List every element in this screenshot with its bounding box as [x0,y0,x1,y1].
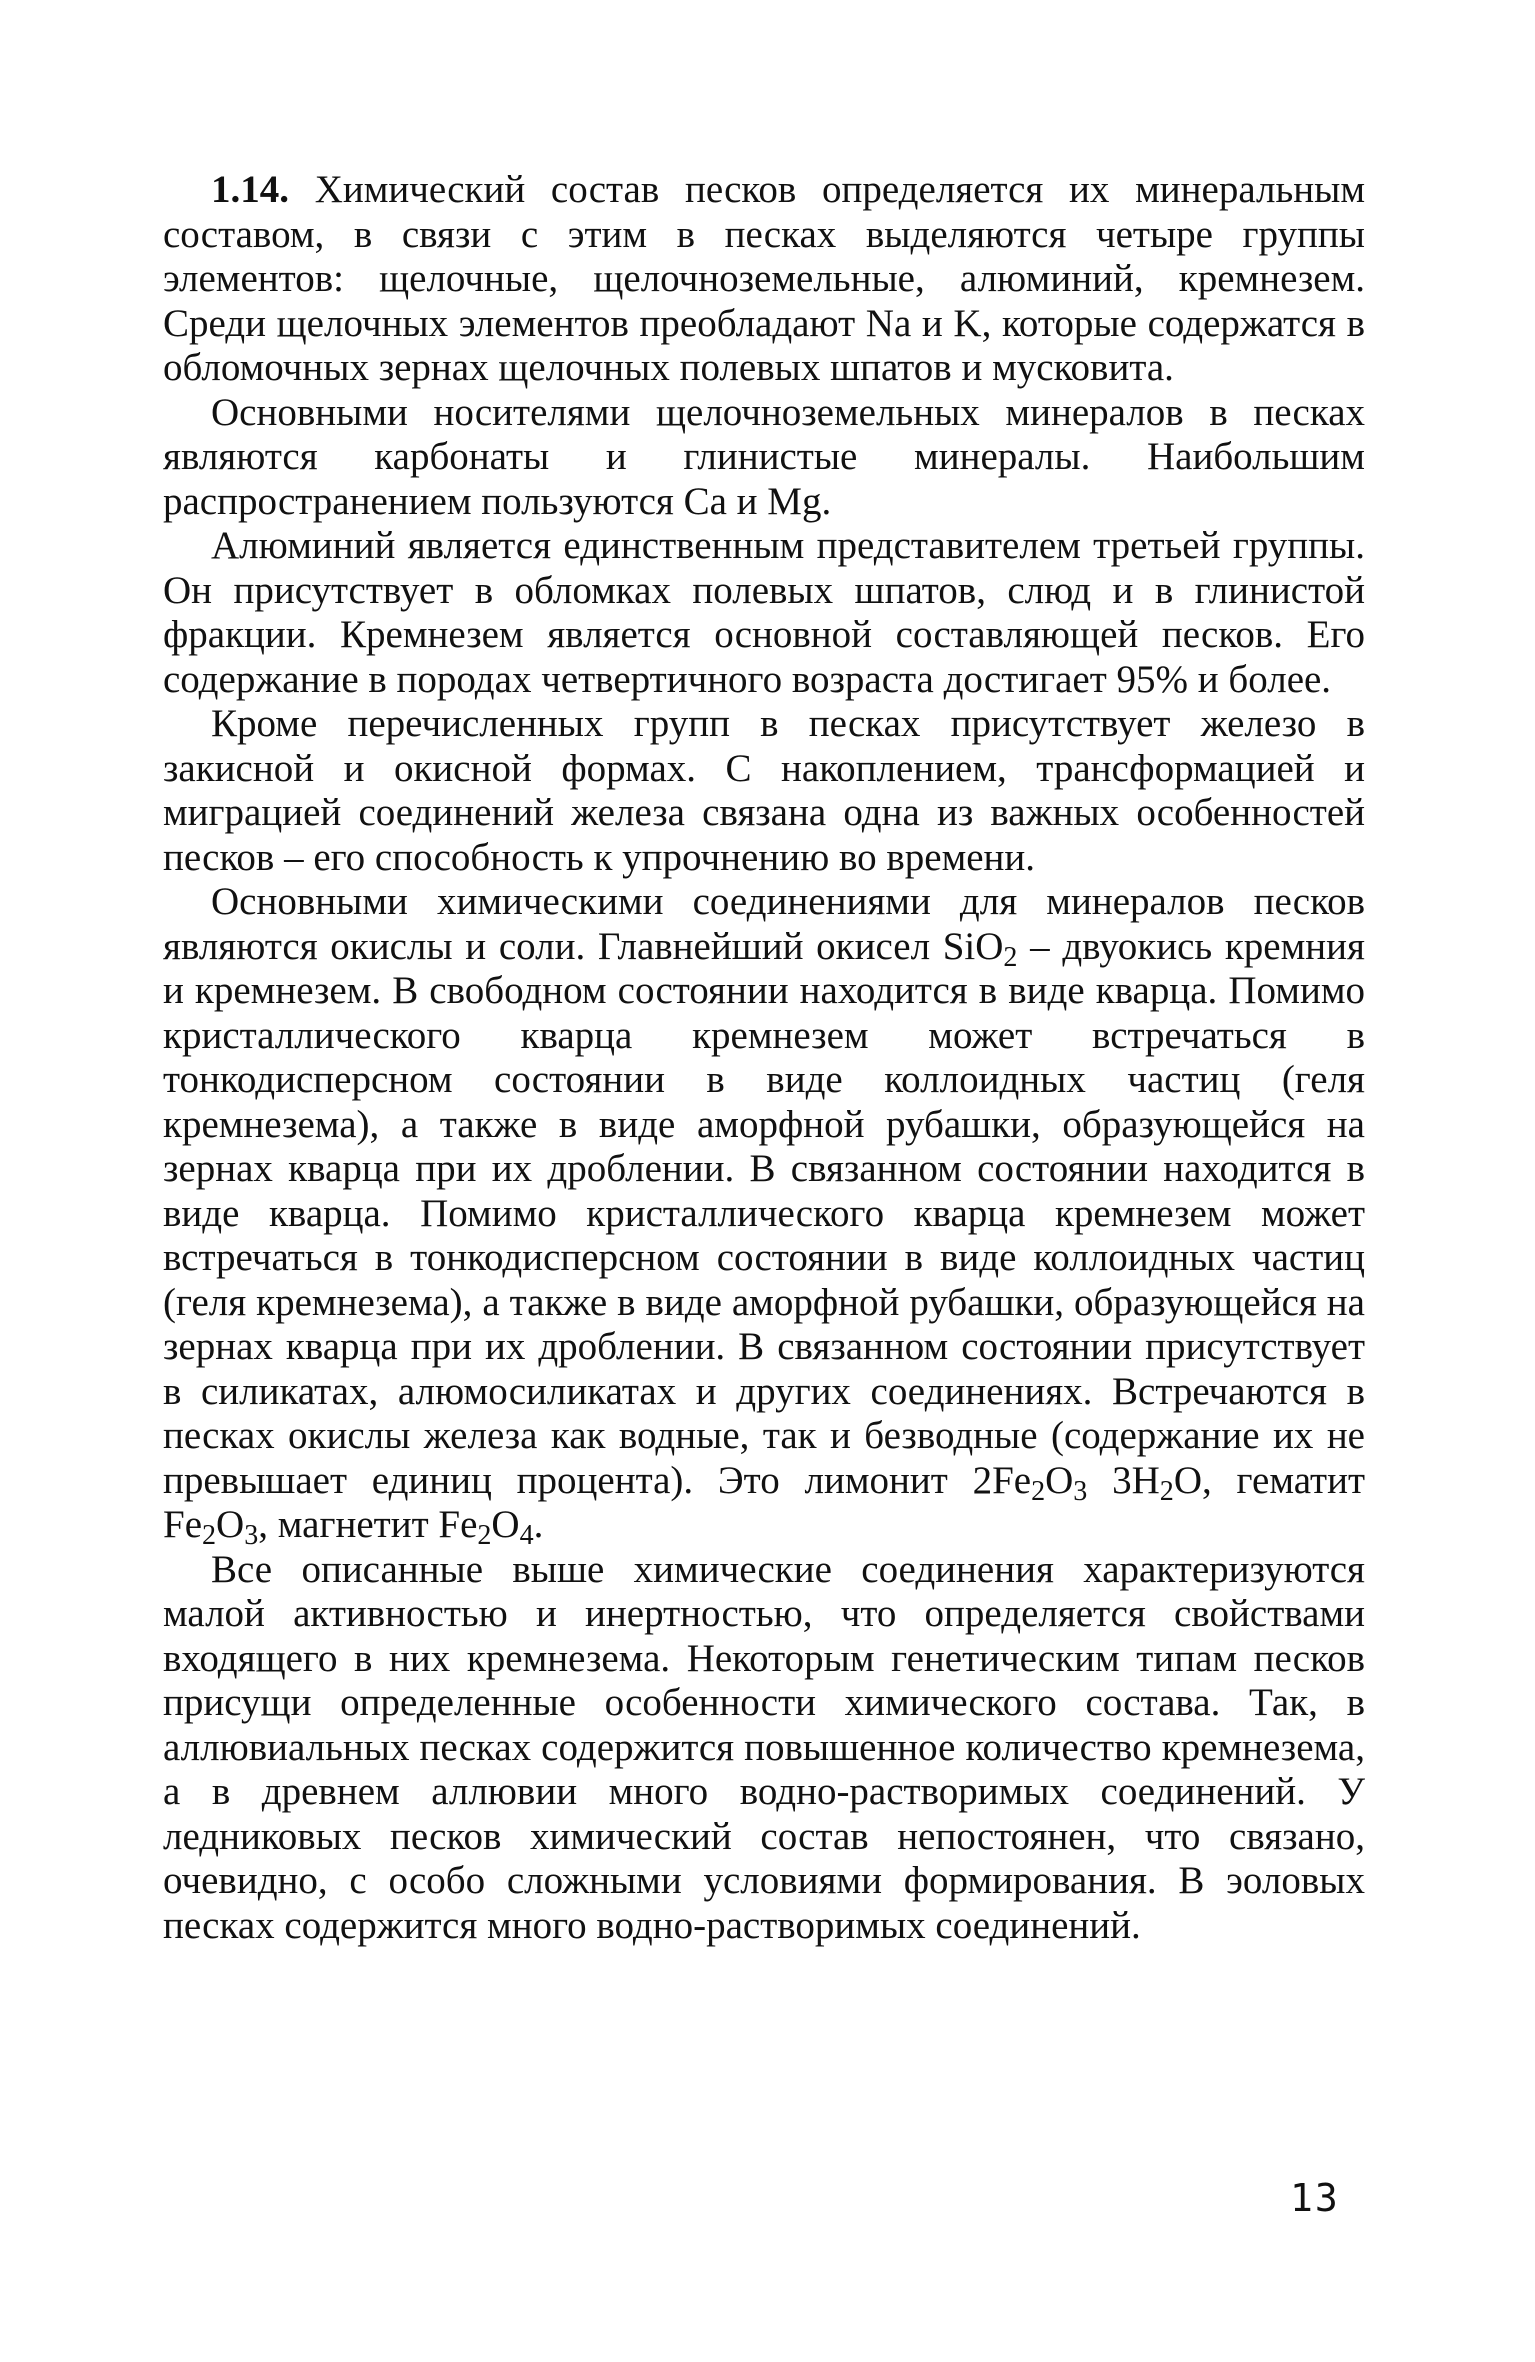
page-number: 13 [1290,2176,1340,2220]
paragraph-5-part-g: , магнетит Fe [258,1503,478,1546]
paragraph-5-part-b: – двуокись кремния и кремнезем. В свободном состоянии находится в виде кварца. Помимо кристаллического кварца кремнезем может встречаться в тонкодисперсном состоянии в виде коллоидных частиц (геля кремнезема), а также в виде аморфной рубашки, образующейся на зернах кварца при их дроблении. В связанном состоянии находится в виде кварца. Помимо кристаллического кварца кремнезем может встречаться в тонкодисперсном состоянии в виде коллоидных частиц (геля кремнезема), а также в виде аморфной рубашки, образующейся на зернах кварца при их дроблении. В связанном состоянии присутствует в силикатах, алюмосиликатах и других соединениях. Встречаются в песках окислы железа как водные, так и безводные (содержание их не превышает единиц процента). Это лимонит 2Fe [163,924,1365,1502]
paragraph-1 [163,168,1365,391]
subscript-hematite-o: 3 [244,1520,259,1552]
paragraph-3: Алюминий является единственным представителем третьей группы. Он присутствует в обломках полевых шпатов, слюд и в глинистой фракции. Кремнезем является основной составляющей песков. Его содержание в породах четвертичного возраста достигает 95% и более. [163,524,1365,701]
paragraph-5-part-i: . [533,1503,544,1546]
paragraph-5-part-a: Основными химическими соединениями для минералов песков являются окислы и соли. Главнейший окисел SiO [163,880,1365,968]
paragraph-5-part-e: O, гематит Fe [163,1458,1365,1546]
paragraph-4: Кроме перечисленных групп в песках присутствует железо в закисной и окисной формах. С накоплением, трансформацией и миграцией соединений железа связана одна из важных особенностей песков – его способность к упрочнению во времени. [163,702,1365,879]
paragraph-5 [163,880,1365,1552]
paragraph-5-part-h: O [491,1503,520,1546]
subscript-magnetite-fe: 2 [477,1520,492,1552]
page-body [163,168,1365,1948]
paragraph-5-part-c: O [1045,1458,1074,1502]
subscript-magnetite-o: 4 [519,1520,534,1552]
paragraph-1-text: Химический состав песков определяется их минеральным составом, в связи с этим в песках выделяются четыре группы элементов: щелочные, щелочноземельные, алюминий, кремнезем. Среди щелочных элементов преобладают Na и K, которые содержатся в обломочных зернах щелочных полевых шпатов и мусковита. [163,168,1365,389]
paragraph-2: Основными носителями щелочноземельных минералов в песках являются карбонаты и глинистые минералы. Наибольшим распространением пользуются Ca и Mg. [163,390,1365,523]
subscript-limonite-fe: 2 [1031,1475,1046,1507]
subscript-hematite-fe: 2 [202,1520,217,1552]
paragraph-5-part-d: 3H [1087,1458,1160,1502]
paragraph-6: Все описанные выше химические соединения характеризуются малой активностью и инертностью, что определяется свойствами входящего в них кремнезема. Некоторым генетическим типам песков присущи определенные особенности химического состава. Так, в аллювиальных песках содержится повышенное количество кремнезема, а в древнем аллювии много водно-растворимых соединений. У ледниковых песков химический состав непостоянен, что связано, очевидно, с особо сложными условиями формирования. В эоловых песках содержится много водно-растворимых соединений. [163,1547,1365,1947]
section-number: 1.14. [211,168,289,211]
subscript-limonite-o: 3 [1073,1475,1088,1507]
subscript-sio2: 2 [1003,941,1018,973]
paragraph-5-part-f: O [216,1503,245,1546]
subscript-limonite-h: 2 [1159,1475,1174,1507]
